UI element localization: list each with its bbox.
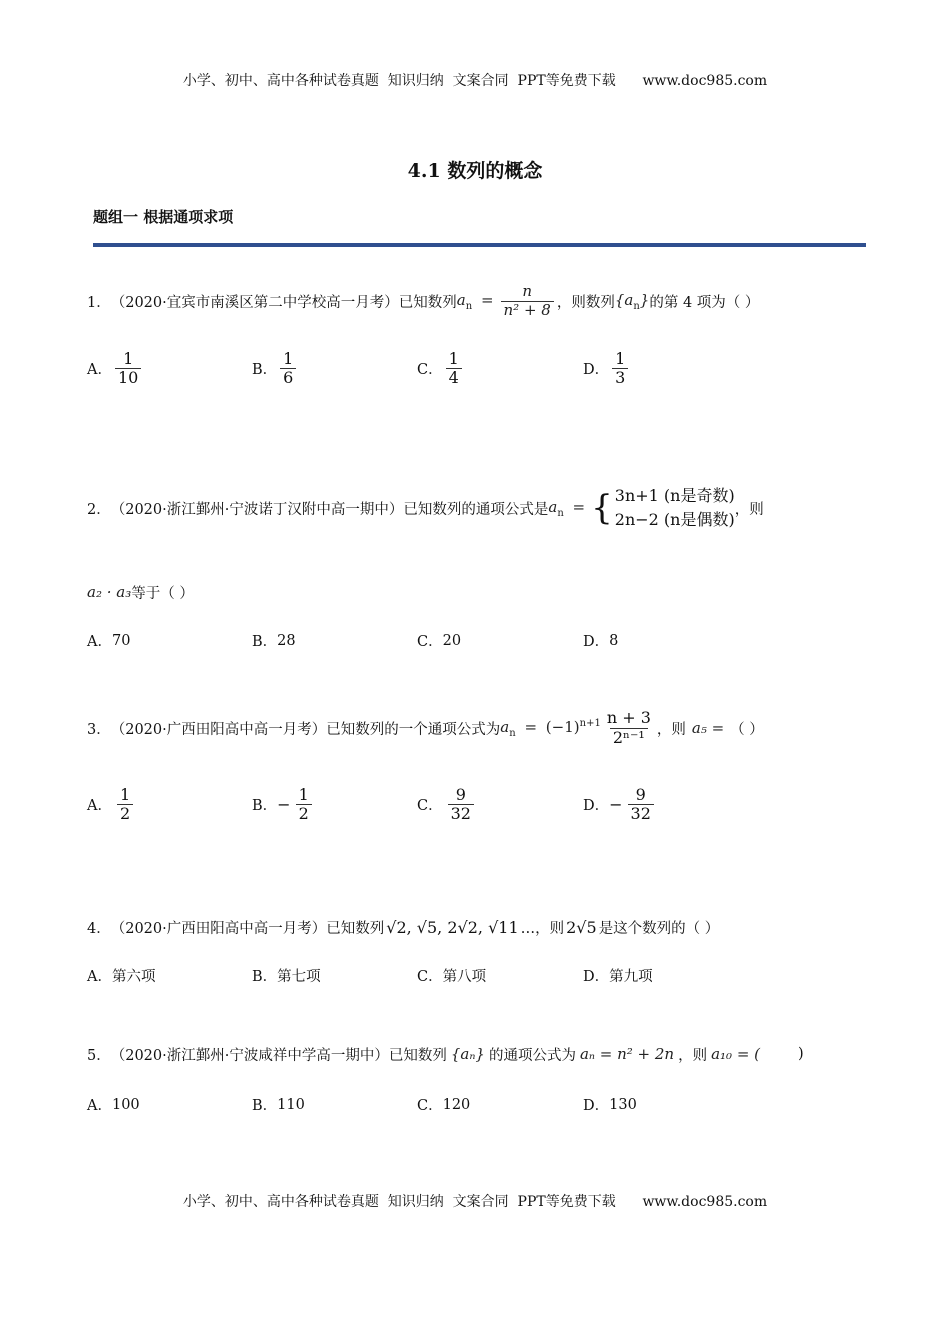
question-text: 是这个数列的（ ） — [598, 920, 720, 937]
question-source: （2020·宜宾市南溪区第二中学校高一月考） — [110, 294, 399, 311]
options-5 — [87, 1094, 867, 1116]
page-header: 小学、初中、高中各种试卷真题 知识归纳 文案合同 PPT等免费下载 www.doc985.com — [182, 73, 768, 89]
option-a[interactable]: A． $\frac{1}{10}$ — [87, 350, 144, 388]
option-d[interactable]: D． 第九项 — [583, 969, 653, 985]
question-1 — [87, 276, 759, 326]
question-text: 已知数列 — [326, 920, 385, 937]
close-paren: ) — [798, 1046, 804, 1062]
question-text: 的通项公式为 — [488, 1047, 576, 1064]
option-d[interactable]: D． − $\frac{9}{32}$ — [583, 786, 657, 824]
question-text: 已知数列的通项公式是 — [403, 501, 549, 518]
question-number: 5． — [87, 1047, 111, 1064]
option-c[interactable]: C． 120 — [417, 1096, 471, 1114]
question-5 — [87, 1040, 862, 1068]
page-footer: 小学、初中、高中各种试卷真题 知识归纳 文案合同 PPT等免费下载 www.doc985.com — [182, 1194, 768, 1210]
sequence-terms: √2, √5, 2√2, √11 — [386, 917, 519, 937]
question-4 — [87, 912, 719, 942]
formula: aₙ = n² + 2n — [579, 1045, 675, 1063]
question-text: （ ） — [730, 721, 764, 738]
formula: $a_n = (-1)^{n+1}$ — [500, 717, 601, 739]
section-heading: 题组一 根据通项求项 — [93, 208, 234, 226]
option-c[interactable]: C． 第八项 — [417, 969, 487, 985]
question-number: 4． — [87, 920, 111, 937]
section-divider — [93, 243, 866, 247]
option-a[interactable]: A． 第六项 — [87, 969, 156, 985]
question-source: （2020·浙江鄞州·宁波诺丁汉附中高一期中） — [110, 501, 404, 518]
option-c[interactable]: C． 20 — [417, 632, 462, 650]
left-brace-icon: { — [591, 488, 613, 528]
question-text: 的第 4 项为（ ） — [649, 294, 760, 311]
page-title: 4.1 数列的概念 — [407, 160, 543, 182]
question-text: 已知数列 — [388, 1047, 447, 1064]
option-d[interactable]: D． 130 — [583, 1096, 637, 1114]
question-source: （2020·广西田阳高中高一月考） — [110, 920, 327, 937]
sequence-symbol: $\{a_n\}$ — [614, 290, 650, 312]
target-term: 2√5 — [566, 917, 597, 937]
option-a[interactable]: A． 100 — [87, 1096, 140, 1114]
option-a[interactable]: A． 70 — [87, 632, 131, 650]
question-text: ，则 — [678, 1047, 708, 1064]
question-text: ，则 — [656, 721, 686, 738]
piecewise-cases: 3n+1 (n是奇数) 2n−2 (n是偶数) — [614, 486, 735, 529]
formula: $a_n$ = — [548, 497, 586, 519]
options-2 — [87, 630, 867, 652]
formula-fraction: $\frac{n + 3}{\text{2ⁿ⁻¹}}$ — [606, 708, 651, 747]
option-d[interactable]: D． $\frac{1}{3}$ — [583, 350, 631, 388]
formula: $a_n$ = — [456, 290, 494, 312]
option-b[interactable]: B． 28 — [252, 632, 296, 650]
option-d[interactable]: D． 8 — [583, 632, 619, 650]
formula-fraction: $\frac{n}{\text{n² + 8}}$ — [501, 283, 554, 319]
options-3 — [87, 786, 867, 838]
question-number: 3． — [87, 721, 111, 738]
question-text: …，则 — [520, 920, 565, 937]
option-b[interactable]: B． 第七项 — [252, 969, 321, 985]
question-text: 已知数列 — [398, 294, 457, 311]
question-number: 2． — [87, 501, 111, 518]
question-2 — [87, 468, 764, 548]
question-text: 已知数列的一个通项公式为 — [326, 721, 501, 738]
question-text: 等于（ ） — [131, 585, 194, 602]
options-1 — [87, 350, 867, 402]
question-text: ，则数列 — [556, 294, 615, 311]
question-2-continued — [87, 580, 194, 604]
target-term: a₅ = — [691, 719, 725, 737]
sequence-symbol: {aₙ} — [450, 1045, 485, 1063]
target-term: a₁₀ = ( — [711, 1045, 761, 1063]
option-b[interactable]: B． − $\frac{1}{2}$ — [252, 786, 315, 824]
option-b[interactable]: B． $\frac{1}{6}$ — [252, 350, 299, 388]
question-source: （2020·广西田阳高中高一月考） — [110, 721, 327, 738]
question-3 — [87, 702, 764, 754]
question-source: （2020·浙江鄞州·宁波咸祥中学高一期中） — [110, 1047, 389, 1064]
question-number: 1． — [87, 294, 111, 311]
option-b[interactable]: B． 110 — [252, 1096, 305, 1114]
question-text: ，则 — [734, 501, 764, 518]
option-c[interactable]: C． $\frac{9}{32}$ — [417, 786, 477, 824]
option-c[interactable]: C． $\frac{1}{4}$ — [417, 350, 465, 388]
option-a[interactable]: A． $\frac{1}{2}$ — [87, 786, 136, 824]
options-4 — [87, 965, 867, 987]
product-expression: a₂ · a₃ — [87, 583, 132, 601]
